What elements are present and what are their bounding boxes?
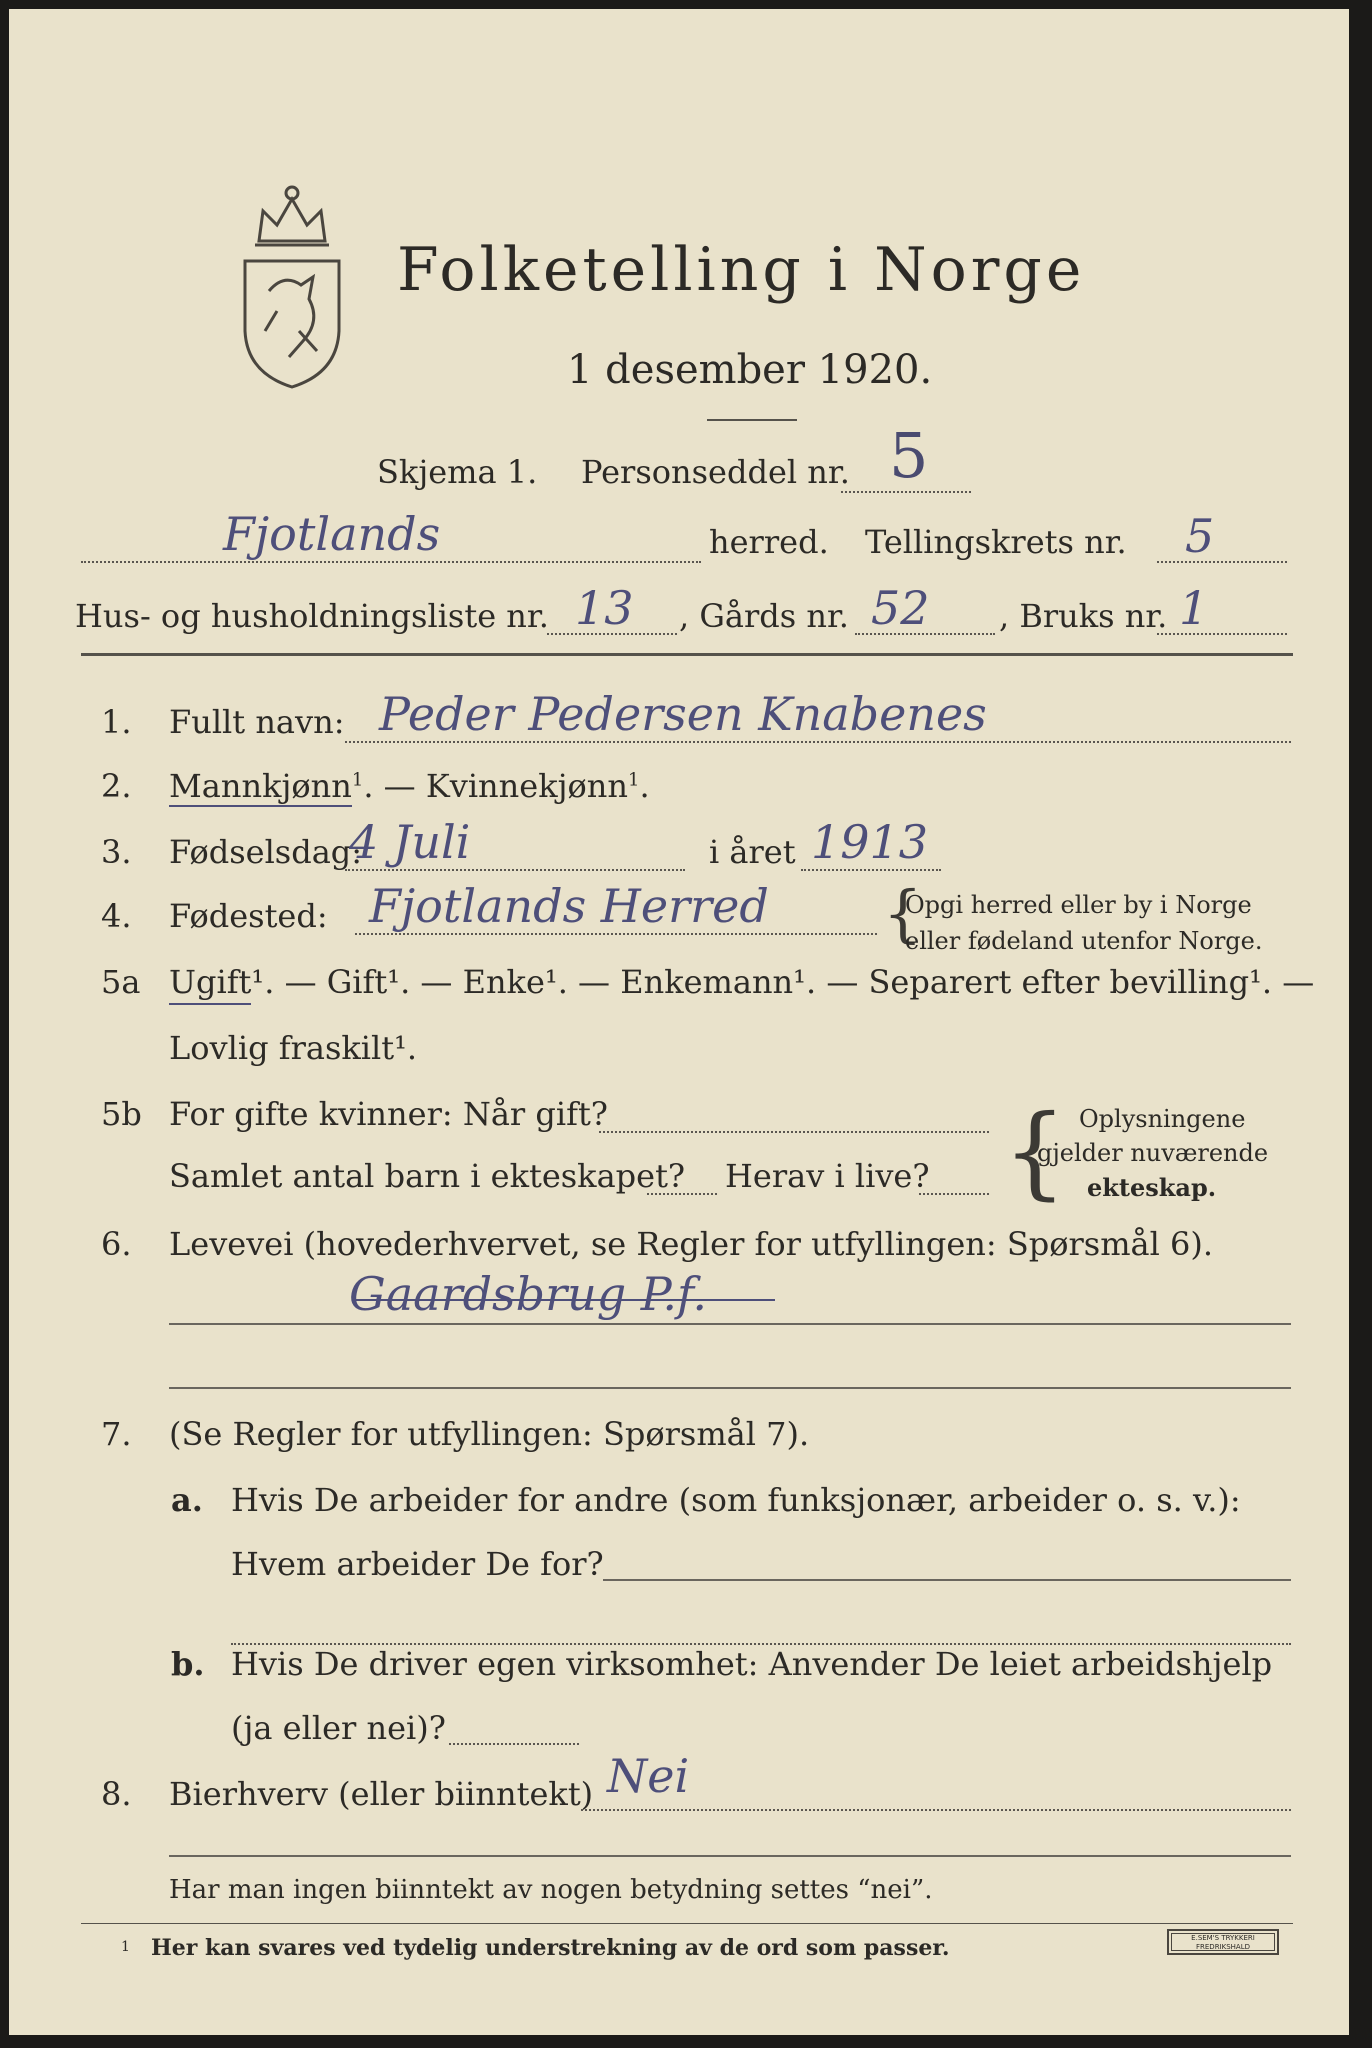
q5b-number: 5b bbox=[101, 1095, 142, 1133]
q7b-line2: (ja eller nei)? bbox=[231, 1709, 446, 1747]
tellingskrets-label: Tellingskrets nr. bbox=[865, 523, 1127, 561]
footnote-mark: 1 bbox=[121, 1939, 130, 1955]
q1-label: Fullt navn: bbox=[169, 703, 345, 741]
q7b-line bbox=[449, 1743, 579, 1745]
q5b-note3: ekteskap. bbox=[1087, 1173, 1217, 1202]
q4-value: Fjotlands Herred bbox=[369, 879, 769, 933]
herred-value: Fjotlands bbox=[223, 507, 441, 561]
footer-note: Har man ingen biinntekt av nogen betydning settes “nei”. bbox=[169, 1875, 933, 1905]
q1-line bbox=[345, 741, 1291, 743]
q5b-note2: gjelder nuværende bbox=[1037, 1139, 1269, 1167]
bruks-label: , Bruks nr. bbox=[999, 597, 1168, 635]
q2-female: Kvinnekjønn bbox=[425, 767, 628, 805]
q7b-line1: Hvis De driver egen virksomhet: Anvender De leiet arbeidshjelp bbox=[231, 1645, 1273, 1683]
q6-line1 bbox=[169, 1323, 1291, 1325]
q7a-line2: Hvem arbeider De for? bbox=[231, 1545, 604, 1583]
q5a-line1: Ugift¹. — Gift¹. — Enke¹. — Enkemann¹. — Separert efter bevilling¹. — bbox=[169, 963, 1315, 1001]
q7a-letter: a. bbox=[171, 1481, 203, 1519]
q6-line2 bbox=[169, 1387, 1291, 1389]
gards-label: , Gårds nr. bbox=[679, 597, 849, 635]
q1-value: Peder Pedersen Knabenes bbox=[379, 687, 987, 741]
census-form bbox=[9, 9, 1349, 2035]
q8-extra-line bbox=[169, 1855, 1291, 1857]
q7a-line bbox=[603, 1579, 1291, 1581]
q2-sep: . — bbox=[363, 767, 426, 805]
q2-end: . bbox=[639, 767, 650, 805]
q5a-line2: Lovlig fraskilt¹. bbox=[169, 1029, 418, 1067]
coat-of-arms-icon bbox=[229, 181, 355, 393]
q5b-alive-line bbox=[919, 1193, 989, 1195]
schema-label: Skjema 1. bbox=[377, 453, 538, 491]
q5b-brace: { bbox=[1003, 1093, 1067, 1210]
q8-line bbox=[581, 1809, 1291, 1811]
q8-number: 8. bbox=[101, 1775, 132, 1813]
q1-number: 1. bbox=[101, 703, 132, 741]
q5b-married-line bbox=[599, 1131, 989, 1133]
q3-number: 3. bbox=[101, 833, 132, 871]
q5b-line2a: Samlet antal barn i ekteskapet? bbox=[169, 1157, 686, 1195]
section-divider bbox=[81, 653, 1293, 656]
personseddel-label: Personseddel nr. bbox=[581, 453, 850, 491]
hus-label: Hus- og husholdningsliste nr. bbox=[75, 597, 549, 635]
q6-strikethrough bbox=[355, 1299, 775, 1301]
q7b-letter: b. bbox=[171, 1645, 205, 1683]
q5b-line2b: Herav i live? bbox=[725, 1157, 930, 1195]
census-date: 1 desember 1920. bbox=[567, 347, 933, 393]
q8-value: Nei bbox=[607, 1749, 690, 1803]
q4-brace: { bbox=[883, 877, 923, 950]
q7-number: 7. bbox=[101, 1415, 132, 1453]
q2-male: Mannkjønn bbox=[169, 767, 352, 805]
q3-year-line bbox=[801, 869, 941, 871]
q5a-ugift-underline bbox=[169, 1003, 251, 1005]
q4-note-line1: Opgi herred eller by i Norge bbox=[905, 891, 1252, 919]
q2-female-sup: 1 bbox=[628, 769, 640, 791]
q3-value: 4 Juli bbox=[349, 815, 471, 869]
form-title: Folketelling i Norge bbox=[397, 235, 1086, 305]
q4-number: 4. bbox=[101, 897, 132, 935]
hus-value: 13 bbox=[575, 581, 634, 635]
q7a-line1: Hvis De arbeider for andre (som funksjonær, arbeider o. s. v.): bbox=[231, 1481, 1241, 1519]
q4-note-line2: eller fødeland utenfor Norge. bbox=[905, 927, 1263, 955]
q6-number: 6. bbox=[101, 1225, 132, 1263]
gards-value: 52 bbox=[871, 581, 930, 635]
tellingskrets-value: 5 bbox=[1185, 509, 1215, 563]
footnote-text: Her kan svares ved tydelig understrekning av de ord som passer. bbox=[151, 1935, 950, 1961]
q5b-line1: For gifte kvinner: Når gift? bbox=[169, 1095, 608, 1133]
q2-number: 2. bbox=[101, 767, 132, 805]
q3-year-value: 1913 bbox=[811, 815, 929, 869]
q6-value: Gaardsbrug P.f. bbox=[349, 1267, 708, 1321]
q4-line bbox=[355, 933, 877, 935]
herred-line bbox=[81, 561, 701, 563]
q5b-children-line bbox=[647, 1193, 717, 1195]
q3-label: Fødselsdag: bbox=[169, 833, 363, 871]
personseddel-value: 5 bbox=[889, 419, 929, 492]
q2-options bbox=[169, 767, 650, 805]
q5a-number: 5a bbox=[101, 963, 141, 1001]
title-divider bbox=[707, 419, 797, 421]
q3-year-label: i året bbox=[709, 833, 796, 871]
footer-divider bbox=[81, 1923, 1293, 1924]
printer-stamp bbox=[1167, 1929, 1279, 1955]
tellingskrets-line bbox=[1157, 561, 1287, 563]
q5b-note1: Oplysningene bbox=[1079, 1105, 1246, 1133]
q4-label: Fødested: bbox=[169, 897, 328, 935]
bruks-line bbox=[1157, 633, 1287, 635]
q3-line bbox=[345, 869, 685, 871]
q8-label: Bierhverv (eller biinntekt) bbox=[169, 1775, 594, 1813]
q6-label: Levevei (hovederhvervet, se Regler for utfyllingen: Spørsmål 6). bbox=[169, 1225, 1214, 1263]
bruks-value: 1 bbox=[1179, 581, 1209, 635]
printer-stamp-text: E.SEM'S TRYKKERI FREDRIKSHALD bbox=[1171, 1933, 1275, 1951]
q2-male-sup: 1 bbox=[351, 769, 364, 791]
herred-label: herred. bbox=[709, 523, 829, 561]
q7-label: (Se Regler for utfyllingen: Spørsmål 7). bbox=[169, 1415, 810, 1453]
